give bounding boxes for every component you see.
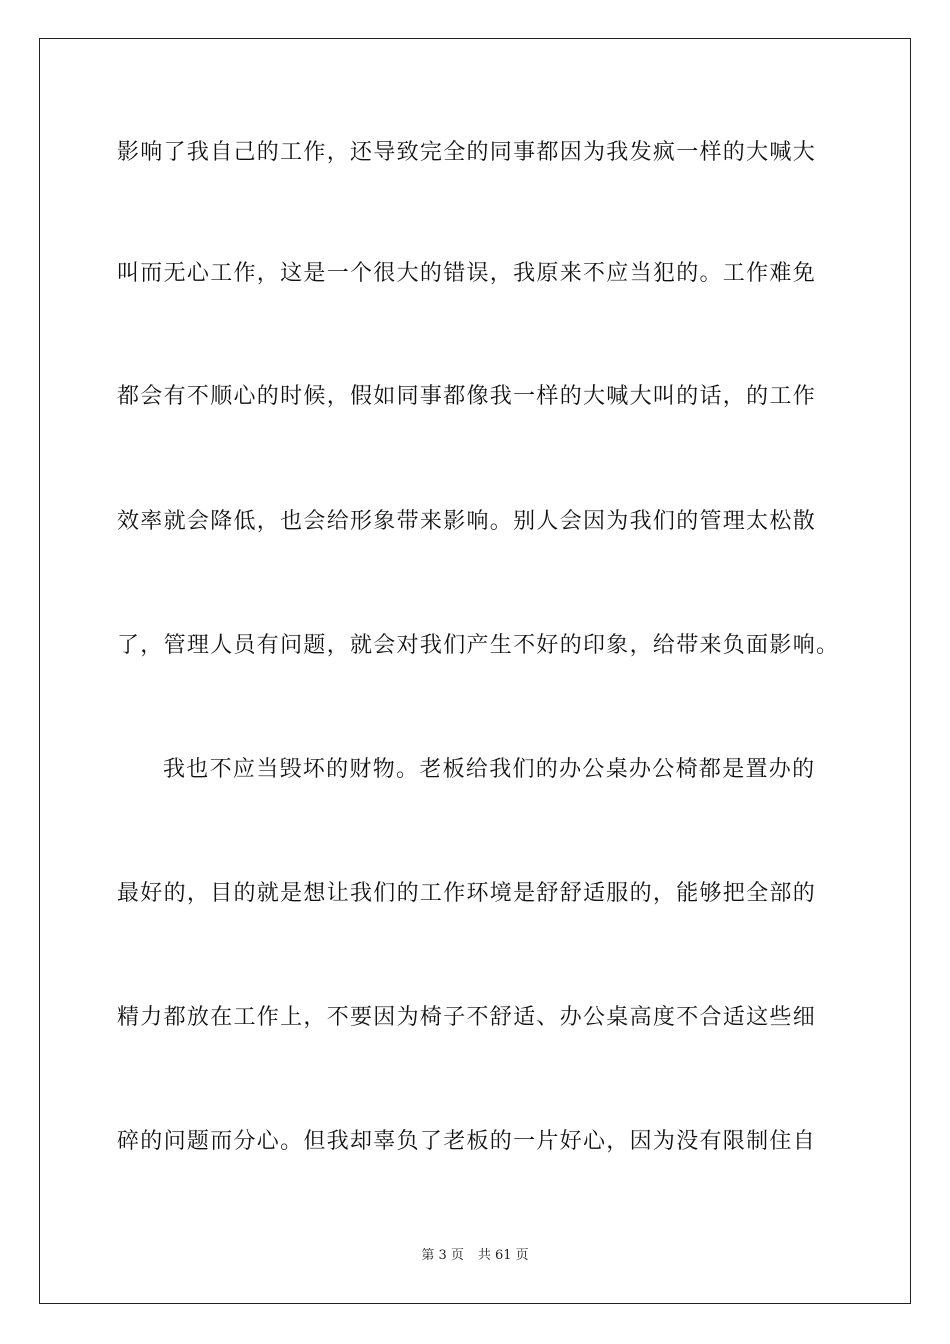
- body-text-line-4: 效率就会降低，也会给形象带来影响。别人会因为我们的管理太松散: [117, 509, 817, 534]
- page-footer: [0, 1247, 950, 1265]
- body-text-line-2: 叫而无心工作，这是一个很大的错误，我原来不应当犯的。工作难免: [117, 261, 817, 286]
- page-number: 第 3 页: [421, 1248, 464, 1263]
- body-text-line-9: 碎的问题而分心。但我却辜负了老板的一片好心，因为没有限制住自: [117, 1129, 817, 1154]
- total-pages: 共 61 页: [477, 1248, 529, 1263]
- body-text-line-3: 都会有不顺心的时候，假如同事都像我一样的大喊大叫的话，的工作: [117, 384, 817, 409]
- body-text-line-8: 精力都放在工作上，不要因为椅子不舒适、办公桌高度不合适这些细: [117, 1005, 817, 1030]
- page-border: [39, 38, 911, 1304]
- body-text-line-1: 影响了我自己的工作，还导致完全的同事都因为我发疯一样的大喊大: [117, 140, 817, 165]
- body-text-line-5: 了，管理人员有问题，就会对我们产生不好的印象，给带来负面影响。: [117, 633, 840, 658]
- body-text-line-7: 最好的，目的就是想让我们的工作环境是舒舒适服的，能够把全部的: [117, 881, 817, 906]
- body-text-line-6: 我也不应当毁坏的财物。老板给我们的办公桌办公椅都是置办的: [163, 757, 816, 782]
